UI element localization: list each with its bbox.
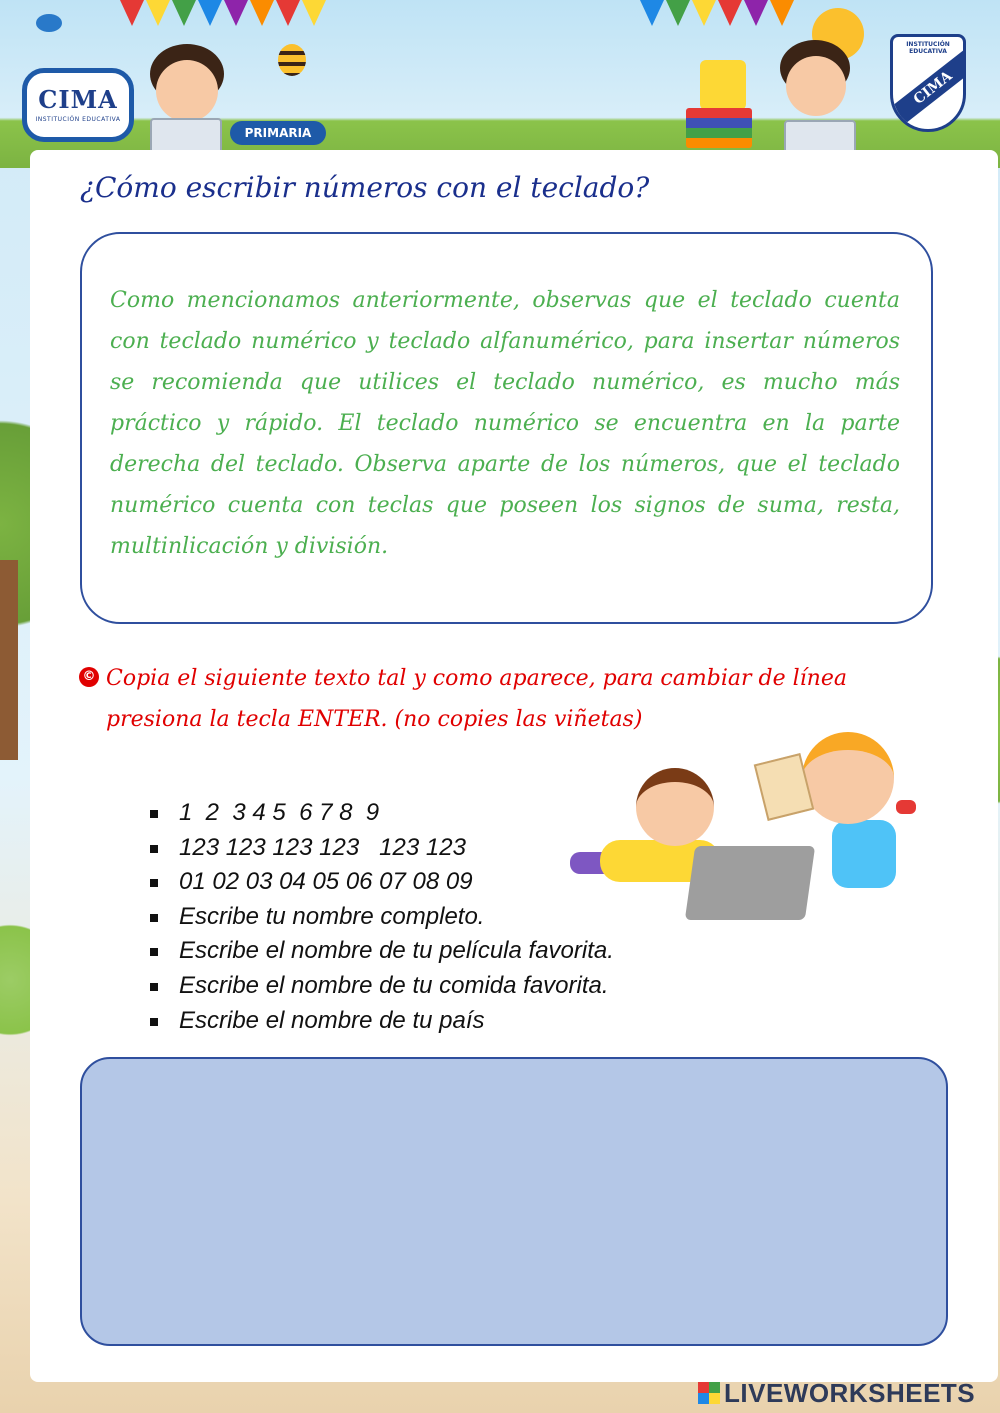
instruction-text: Copia el siguiente texto tal y como aparece, para cambiar de línea presiona la tecla ENTER. (no copies las viñetas) xyxy=(106,666,847,732)
header-banner xyxy=(0,0,1000,168)
liveworksheets-text: LIVEWORKSHEETS xyxy=(724,1378,976,1408)
bee-icon xyxy=(278,44,306,76)
books-stack-icon xyxy=(686,108,752,148)
answer-text-area[interactable] xyxy=(80,1057,948,1346)
bird-icon xyxy=(36,14,62,32)
page-title: ¿Cómo escribir números con el teclado? xyxy=(80,171,650,204)
intro-text: Como mencionamos anteriormente, observas que el teclado cuenta con teclado numérico y teclado alfanumérico, para insertar números se recomienda que utilices el teclado numérico, es mucho más práctico y rápido. El teclado numérico se encuentra en la parte derecha del teclado. Observa aparte de los números, que el teclado numérico cuenta con teclas que poseen los signos de suma, resta, multinlicación y división. xyxy=(110,288,900,559)
school-shield-logo xyxy=(890,34,966,132)
task-list xyxy=(148,796,708,1038)
liveworksheets-brand[interactable] xyxy=(698,1375,994,1411)
logo-subtitle: INSTITUCIÓN EDUCATIVA xyxy=(35,116,121,123)
square-bullet-icon xyxy=(150,845,158,853)
task-text: 1 2 3 4 5 6 7 8 9 xyxy=(179,799,380,826)
task-text: 01 02 03 04 05 06 07 08 09 xyxy=(179,868,473,896)
shield-brand: CIMA xyxy=(890,49,966,128)
girl-face-decoration xyxy=(156,60,218,122)
book-character-icon xyxy=(700,60,746,110)
liveworksheets-logo-icon xyxy=(698,1382,720,1404)
list-item xyxy=(148,796,708,831)
square-bullet-icon xyxy=(150,810,158,818)
logo-brand: CIMA xyxy=(38,85,118,114)
list-item xyxy=(148,900,708,935)
list-item xyxy=(148,865,708,900)
square-bullet-icon xyxy=(150,879,158,887)
list-item xyxy=(148,969,708,1004)
boy-face-decoration xyxy=(786,56,846,116)
level-badge: PRIMARIA xyxy=(230,121,326,145)
list-item xyxy=(148,1004,708,1039)
square-bullet-icon xyxy=(150,1018,158,1026)
school-logo xyxy=(22,68,134,142)
list-item xyxy=(148,831,708,866)
square-bullet-icon xyxy=(150,948,158,956)
square-bullet-icon xyxy=(150,914,158,922)
list-item xyxy=(148,934,708,969)
square-bullet-icon xyxy=(150,983,158,991)
task-text: Escribe tu nombre completo. xyxy=(179,902,485,930)
task-text: Escribe el nombre de tu país xyxy=(179,1006,485,1034)
copyright-bullet-icon: © xyxy=(79,667,99,687)
shield-top-text: INSTITUCIÓN EDUCATIVA xyxy=(906,41,950,55)
task-text: Escribe el nombre de tu película favorita. xyxy=(179,937,614,965)
tree-trunk-decoration xyxy=(0,560,18,760)
task-text: 123 123 123 123 123 123 xyxy=(179,833,466,861)
task-text: Escribe el nombre de tu comida favorita. xyxy=(179,971,609,999)
